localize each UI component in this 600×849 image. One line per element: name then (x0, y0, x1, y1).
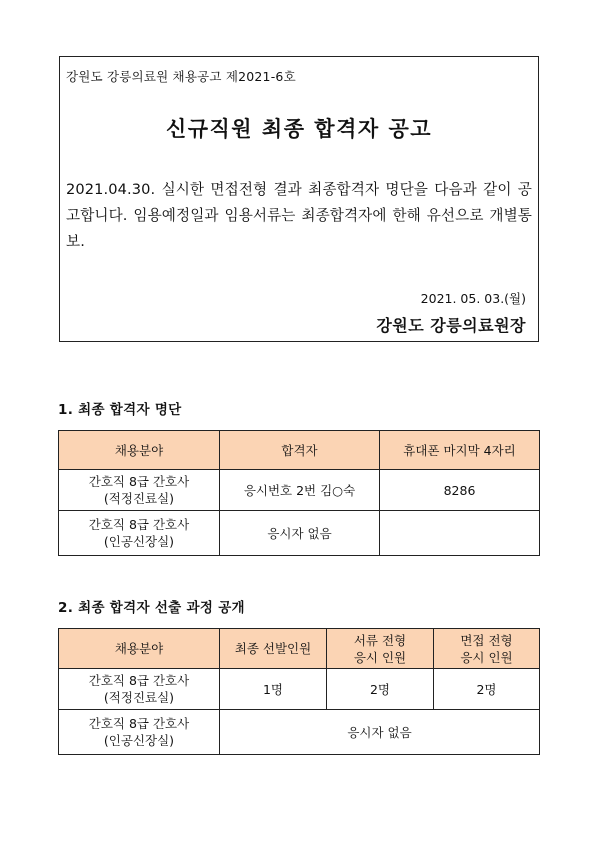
table-row (59, 511, 540, 556)
header-field: 채용분야 (59, 629, 220, 669)
field-name: 간호직 8급 간호사 (88, 673, 190, 688)
notice-reference: 강원도 강릉의료원 채용공고 제2021-6호 (66, 69, 296, 84)
field-department: (인공신장실) (103, 733, 175, 748)
interview-applicants-cell: 2명 (434, 669, 540, 710)
selection-process-table (58, 628, 540, 755)
table-header-row (59, 629, 540, 669)
applicant-cell: 응시자 없음 (220, 511, 380, 556)
field-cell (59, 511, 220, 556)
header-applicant: 합격자 (220, 431, 380, 470)
table-header-row (59, 431, 540, 470)
notice-date: 2021. 05. 03.(월) (420, 291, 526, 306)
field-name: 간호직 8급 간호사 (88, 517, 190, 532)
header-document-screening: 서류 전형 응시 인원 (327, 629, 434, 669)
header-final-selected: 최종 선발인원 (220, 629, 327, 669)
field-department: (적정진료실) (103, 491, 175, 506)
notice-issuer: 강원도 강릉의료원장 (376, 316, 526, 335)
header-field: 채용분야 (59, 431, 220, 470)
section1-heading: 1. 최종 합격자 명단 (58, 402, 182, 418)
table-row (59, 710, 540, 755)
field-cell (59, 470, 220, 511)
field-department: (적정진료실) (103, 690, 175, 705)
section2-heading: 2. 최종 합격자 선출 과정 공개 (58, 600, 245, 616)
field-name: 간호직 8급 간호사 (88, 474, 190, 489)
table-row (59, 669, 540, 710)
final-selected-cell: 1명 (220, 669, 327, 710)
phone-last4-cell: 8286 (380, 470, 540, 511)
field-cell (59, 710, 220, 755)
header-interview-screening: 면접 전형 응시 인원 (434, 629, 540, 669)
field-cell (59, 669, 220, 710)
phone-last4-cell (380, 511, 540, 556)
applicant-cell: 응시번호 2번 김○숙 (220, 470, 380, 511)
field-department: (인공신장실) (103, 534, 175, 549)
final-applicants-table (58, 430, 540, 556)
no-applicants-cell: 응시자 없음 (220, 710, 540, 755)
notice-body: 2021.04.30. 실시한 면접전형 결과 최종합격자 명단을 다음과 같이 공고합니다. 임용예정일과 임용서류는 최종합격자에 한해 유선으로 개별통보. (66, 181, 532, 250)
table-row (59, 470, 540, 511)
field-name: 간호직 8급 간호사 (88, 716, 190, 731)
document-applicants-cell: 2명 (327, 669, 434, 710)
notice-box (59, 56, 539, 342)
notice-title: 신규직원 최종 합격자 공고 (165, 117, 433, 141)
header-phone-last4: 휴대폰 마지막 4자리 (380, 431, 540, 470)
